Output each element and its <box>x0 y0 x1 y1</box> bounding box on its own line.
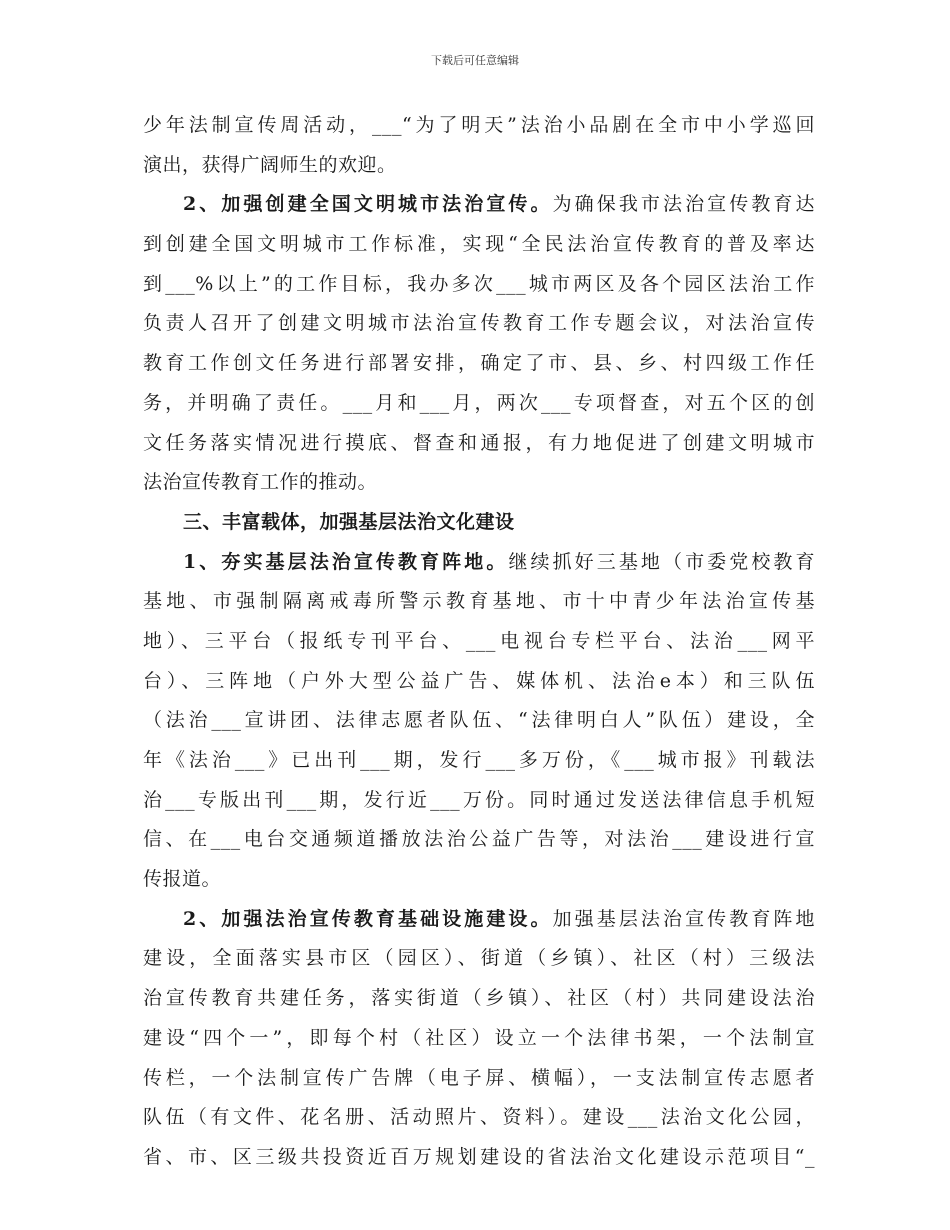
page-header: 下载后可任意编辑 <box>431 54 519 67</box>
text-line-3: 2、加强创建全国文明城市法治宣传。为确保我市法治宣传教育达 <box>183 193 815 216</box>
text-line-25: 传栏，一个法制宣传广告牌（电子屏、横幅），一支法制宣传志愿者 <box>143 1066 815 1089</box>
text-line-12: 1、夯实基层法治宣传教育阵地。继续抓好三基地（市委党校教育 <box>183 550 815 573</box>
text-line-23: 治宣传教育共建任务，落实街道（乡镇）、社区（村）共同建设法治 <box>143 987 815 1010</box>
text-line-21: 2、加强法治宣传教育基础设施建设。加强基层法治宣传教育阵地 <box>183 907 815 930</box>
text-line-4: 到创建全国文明城市工作标准，实现“全民法治宣传教育的普及率达 <box>143 233 815 256</box>
text-line-5: 到___%以上”的工作目标，我办多次___城市两区及各个园区法治工作 <box>143 272 815 295</box>
text-line-2: 演出，获得广阔师生的欢迎。 <box>143 153 397 176</box>
text-line-26: 队伍（有文件、花名册、活动照片、资料）。建设___法治文化公园， <box>143 1106 815 1129</box>
text-line-7: 教育工作创文任务进行部署安排，确定了市、县、乡、村四级工作任 <box>143 352 815 375</box>
text-line-10: 法治宣传教育工作的推动。 <box>143 471 378 494</box>
document-body <box>143 106 815 1178</box>
section-heading: 三、丰富载体，加强基层法治文化建设 <box>183 510 515 533</box>
text-line-20: 传报道。 <box>143 868 222 891</box>
text-line-24: 建设“四个一”，即每个村（社区）设立一个法律书架，一个法制宣 <box>143 1026 815 1049</box>
text-line-27: 省、市、区三级共投资近百万规划建设的省法治文化建设示范项目“_ <box>143 1145 815 1168</box>
text-line-19: 信、在___电台交通频道播放法治公益广告等，对法治___建设进行宣 <box>143 828 815 851</box>
text-line-1: 少年法制宣传周活动，___“为了明天”法治小品剧在全市中小学巡回 <box>143 114 815 136</box>
text-line-9: 文任务落实情况进行摸底、督查和通报，有力地促进了创建文明城市 <box>143 431 815 454</box>
text-line-14: 地）、三平台（报纸专刊平台、___电视台专栏平台、法治___网平 <box>143 629 815 652</box>
text-line-22: 建设，全面落实县市区（园区）、街道（乡镇）、社区（村）三级法 <box>143 947 815 970</box>
text-line-16: （法治___宣讲团、法律志愿者队伍、“法律明白人”队伍）建设，全 <box>143 709 815 732</box>
text-line-15: 台）、三阵地（户外大型公益广告、媒体机、法治e本）和三队伍 <box>143 669 815 692</box>
text-line-18: 治___专版出刊___期，发行近___万份。同时通过发送法律信息手机短 <box>143 788 815 811</box>
text-line-6: 负责人召开了创建文明城市法治宣传教育工作专题会议，对法治宣传 <box>143 312 815 335</box>
text-line-13: 基地、市强制隔离戒毒所警示教育基地、市十中青少年法治宣传基 <box>143 590 815 613</box>
text-line-8: 务，并明确了责任。___月和___月，两次___专项督查，对五个区的创 <box>143 391 815 414</box>
text-line-17: 年《法治___》已出刊___期，发行___多万份，《___城市报》刊载法 <box>143 749 815 771</box>
